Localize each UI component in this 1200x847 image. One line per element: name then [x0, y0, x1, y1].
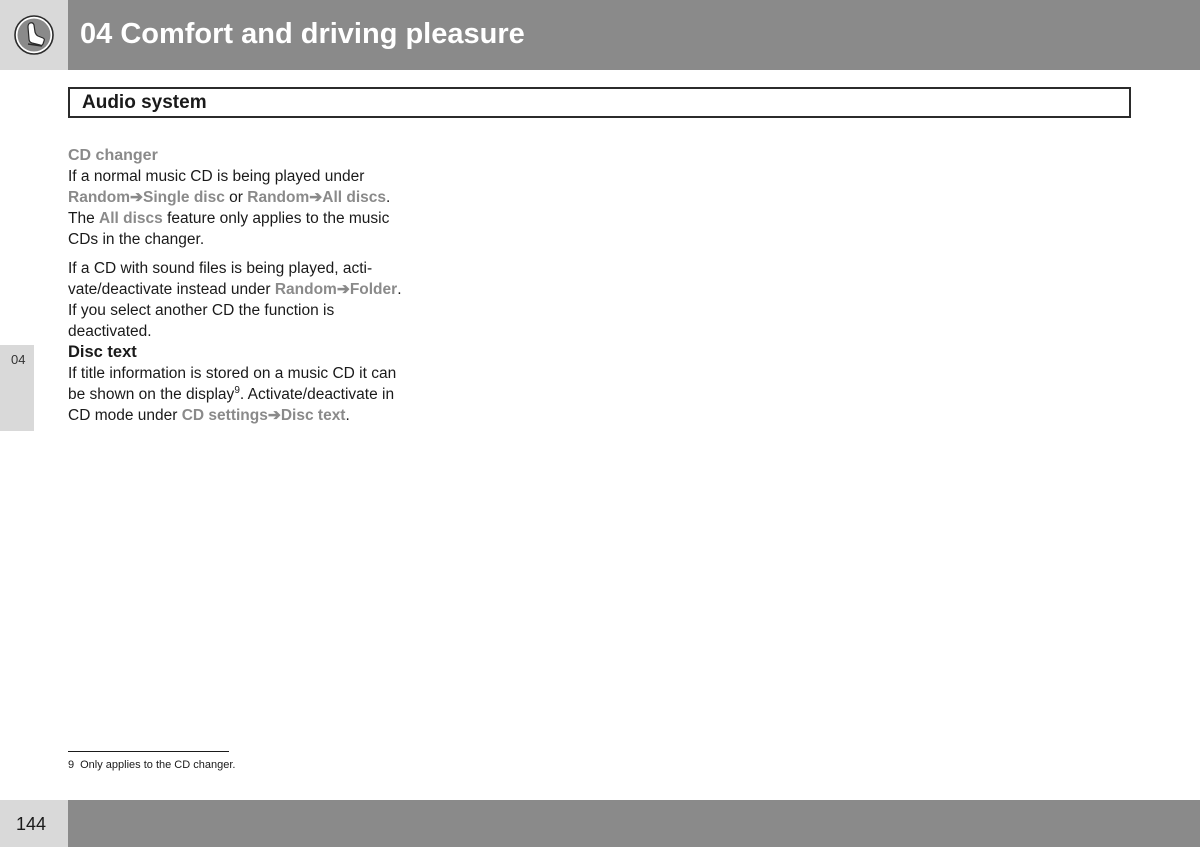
footnote-reference: 9	[234, 384, 240, 396]
cd-changer-paragraph-1	[68, 166, 408, 250]
arrow-icon: ➔	[267, 407, 281, 424]
body-text: If title information is stored on a music CD it can be shown on the display	[68, 365, 397, 403]
menu-item: All discs	[99, 210, 163, 227]
body-text: or	[224, 189, 248, 206]
footer-page-panel	[0, 800, 68, 847]
body-text: feature only applies to the music CDs in the changer.	[68, 210, 390, 248]
chapter-side-tab-label: 04	[11, 352, 26, 367]
footnote-divider	[68, 751, 229, 752]
body-text: If a CD with sound files is being played, acti-vate/deactivate instead under	[68, 260, 373, 298]
menu-item: Folder	[349, 281, 398, 298]
arrow-icon: ➔	[309, 189, 323, 206]
footnote-number: 9	[68, 759, 75, 771]
chapter-side-tab	[0, 345, 34, 431]
cd-changer-heading: CD changer	[68, 147, 158, 164]
menu-item: Random	[247, 189, 310, 206]
section-title: Audio system	[82, 92, 207, 113]
disc-text-heading: Disc text	[68, 343, 137, 361]
section-title-box	[68, 87, 1131, 118]
footnote-text: Only applies to the CD changer.	[80, 759, 236, 771]
body-text: . The	[68, 189, 391, 227]
menu-item: Disc text	[280, 407, 346, 424]
chapter-title: 04 Comfort and driving pleasure	[80, 18, 525, 50]
body-text: . If you select another CD the function is deactivated.	[68, 281, 402, 340]
main-text-column	[68, 145, 408, 426]
body-text: . Activate/deactivate in CD mode under	[68, 386, 395, 424]
disc-text-paragraph	[68, 363, 408, 426]
footer-bar	[68, 800, 1200, 847]
body-text: If a normal music CD is being played under	[68, 168, 365, 185]
arrow-icon: ➔	[336, 281, 350, 298]
cd-changer-paragraph-2	[68, 258, 408, 342]
menu-item: Single disc	[143, 189, 225, 206]
page-number: 144	[16, 814, 47, 834]
body-text: .	[345, 407, 350, 424]
arrow-icon: ➔	[130, 189, 143, 206]
seat-icon	[13, 14, 55, 56]
footnote	[68, 759, 235, 771]
menu-item: Random	[68, 189, 130, 206]
header-icon-panel	[0, 0, 68, 70]
menu-item: Random	[274, 281, 337, 298]
menu-item: CD settings	[181, 407, 268, 424]
menu-item: All discs	[322, 189, 386, 206]
